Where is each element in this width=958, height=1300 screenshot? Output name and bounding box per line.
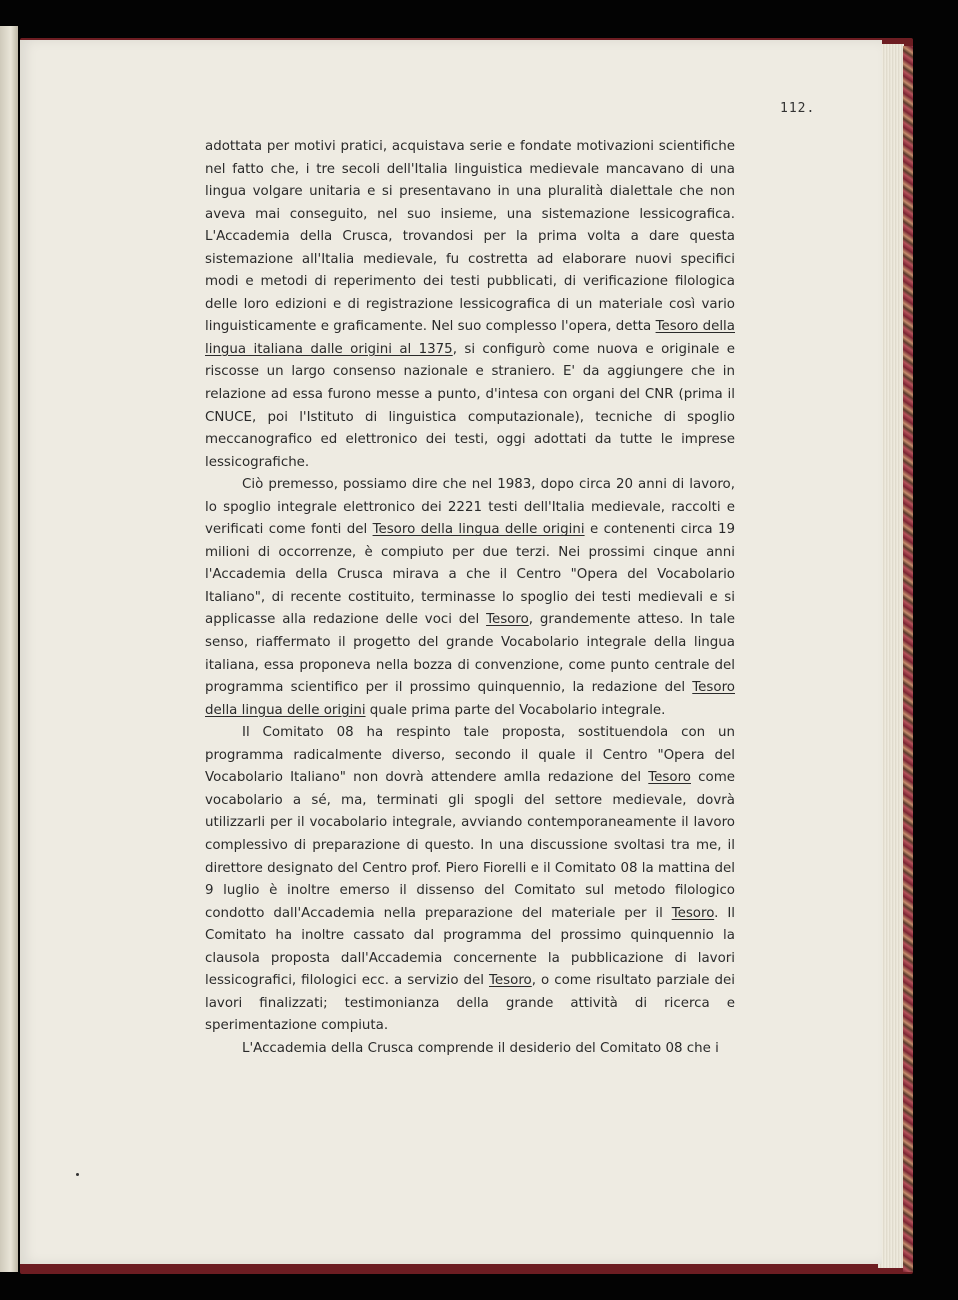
- text-run: quale prima parte del Vocabolario integrale.: [365, 702, 666, 718]
- underlined-title: Tesoro della lingua italiana dalle origini al 1375: [205, 319, 735, 357]
- page-number: 112.: [780, 101, 816, 116]
- paragraph: [205, 136, 735, 474]
- body-text: [205, 136, 735, 1060]
- facing-page-edge: [0, 26, 18, 1272]
- text-run: adottata per motivi pratici, acquistava serie e fondate motivazioni scientifiche nel fatto che, i tre secoli dell'Italia linguistica medievale mancavano di una lingua volgare unitaria e si presentavano in una pluralità dialettale che non aveva mai conseguito, nel suo insieme, una sistemazione lessicografica. L'Accademia della Crusca, trovandosi per la prima volta a dare questa sistemazione all'Italia medievale, fu costretta ad elaborare nuovi specifici modi e metodi di reperimento dei testi pubblicati, di verificazione filologica delle loro edizioni e di registrazione lessicografica di un materiale così vario linguisticamente e graficamente. Nel suo complesso l'opera, detta: [205, 139, 735, 335]
- text-run: Ciò premesso, possiamo dire che nel 1983, dopo circa 20 anni di lavoro, lo spoglio integrale elettronico dei 2221 testi dell'Italia medievale, raccolti e verificati come fonti del: [205, 477, 735, 538]
- underlined-title: Tesoro: [671, 905, 715, 921]
- paragraph: [205, 1038, 735, 1061]
- text-run: . Il Comitato ha inoltre cassato dal programma del prossimo quinquennio la clausola proposta dall'Accademia concernente la pubblicazione di lavori lessicografici, filologici ecc. a servizio del: [205, 905, 735, 989]
- paragraph: [205, 722, 735, 1038]
- paragraph: [205, 474, 735, 722]
- underlined-title: Tesoro: [489, 973, 532, 989]
- underlined-title: Tesoro della lingua delle origini: [372, 522, 585, 538]
- underlined-title: Tesoro della lingua delle origini: [205, 680, 735, 718]
- text-run: , grandemente atteso. In tale senso, riaffermato il progetto del grande Vocabolario integrale della lingua italiana, essa proponeva nella bozza di convenzione, come punto centrale del programma scientifico per il prossimo quinquennio, la redazione del: [205, 612, 735, 696]
- underlined-title: Tesoro: [486, 612, 529, 628]
- text-run: , si configurò come nuova e originale e riscosse un largo consenso nazionale e straniero. E' da aggiungere che in relazione ad essa furono messe a punto, d'intesa con organi del CNR (prima il CNUCE, poi l'Istituto di linguistica computazionale), tecniche di spoglio meccanografico ed elettronico dei testi, oggi adottati da tutte le imprese lessicografiche.: [205, 341, 736, 470]
- text-run: Il Comitato 08 ha respinto tale proposta, sostituendola con un programma radicalmente diverso, secondo il quale il Centro "Opera del Vocabolario Italiano" non dovrà attendere amlla redazione del: [205, 725, 735, 786]
- text-run: come vocabolario a sé, ma, terminati gli spogli del settore medievale, dovrà utilizzarli per il vocabolario integrale, avviando contemporaneamente il lavoro complessivo di preparazione di questo. In una discussione svoltasi tra me, il direttore designato del Centro prof. Piero Fiorelli e il Comitato 08 la mattina del 9 luglio è inoltre emerso il dissenso del Comitato sul metodo filologico condotto dall'Accademia nella preparazione del materiale per il: [205, 770, 735, 921]
- marbled-edge: [903, 46, 913, 1272]
- page-speck: [76, 1173, 79, 1176]
- text-run: , o come risultato parziale dei lavori finalizzati; testimonianza della grande attività di ricerca e sperimentazione compiuta.: [205, 973, 735, 1034]
- text-run: e contenenti circa 19 milioni di occorrenze, è compiuto per due terzi. Nei prossimi cinque anni l'Accademia della Crusca mirava a che il Centro "Opera del Vocabolario Italiano", di recente costituito, terminasse lo spoglio dei testi medievali e si applicasse alla redazione delle voci del: [205, 522, 735, 628]
- text-run: L'Accademia della Crusca comprende il desiderio del Comitato 08 che i: [242, 1040, 719, 1056]
- underlined-title: Tesoro: [648, 770, 691, 786]
